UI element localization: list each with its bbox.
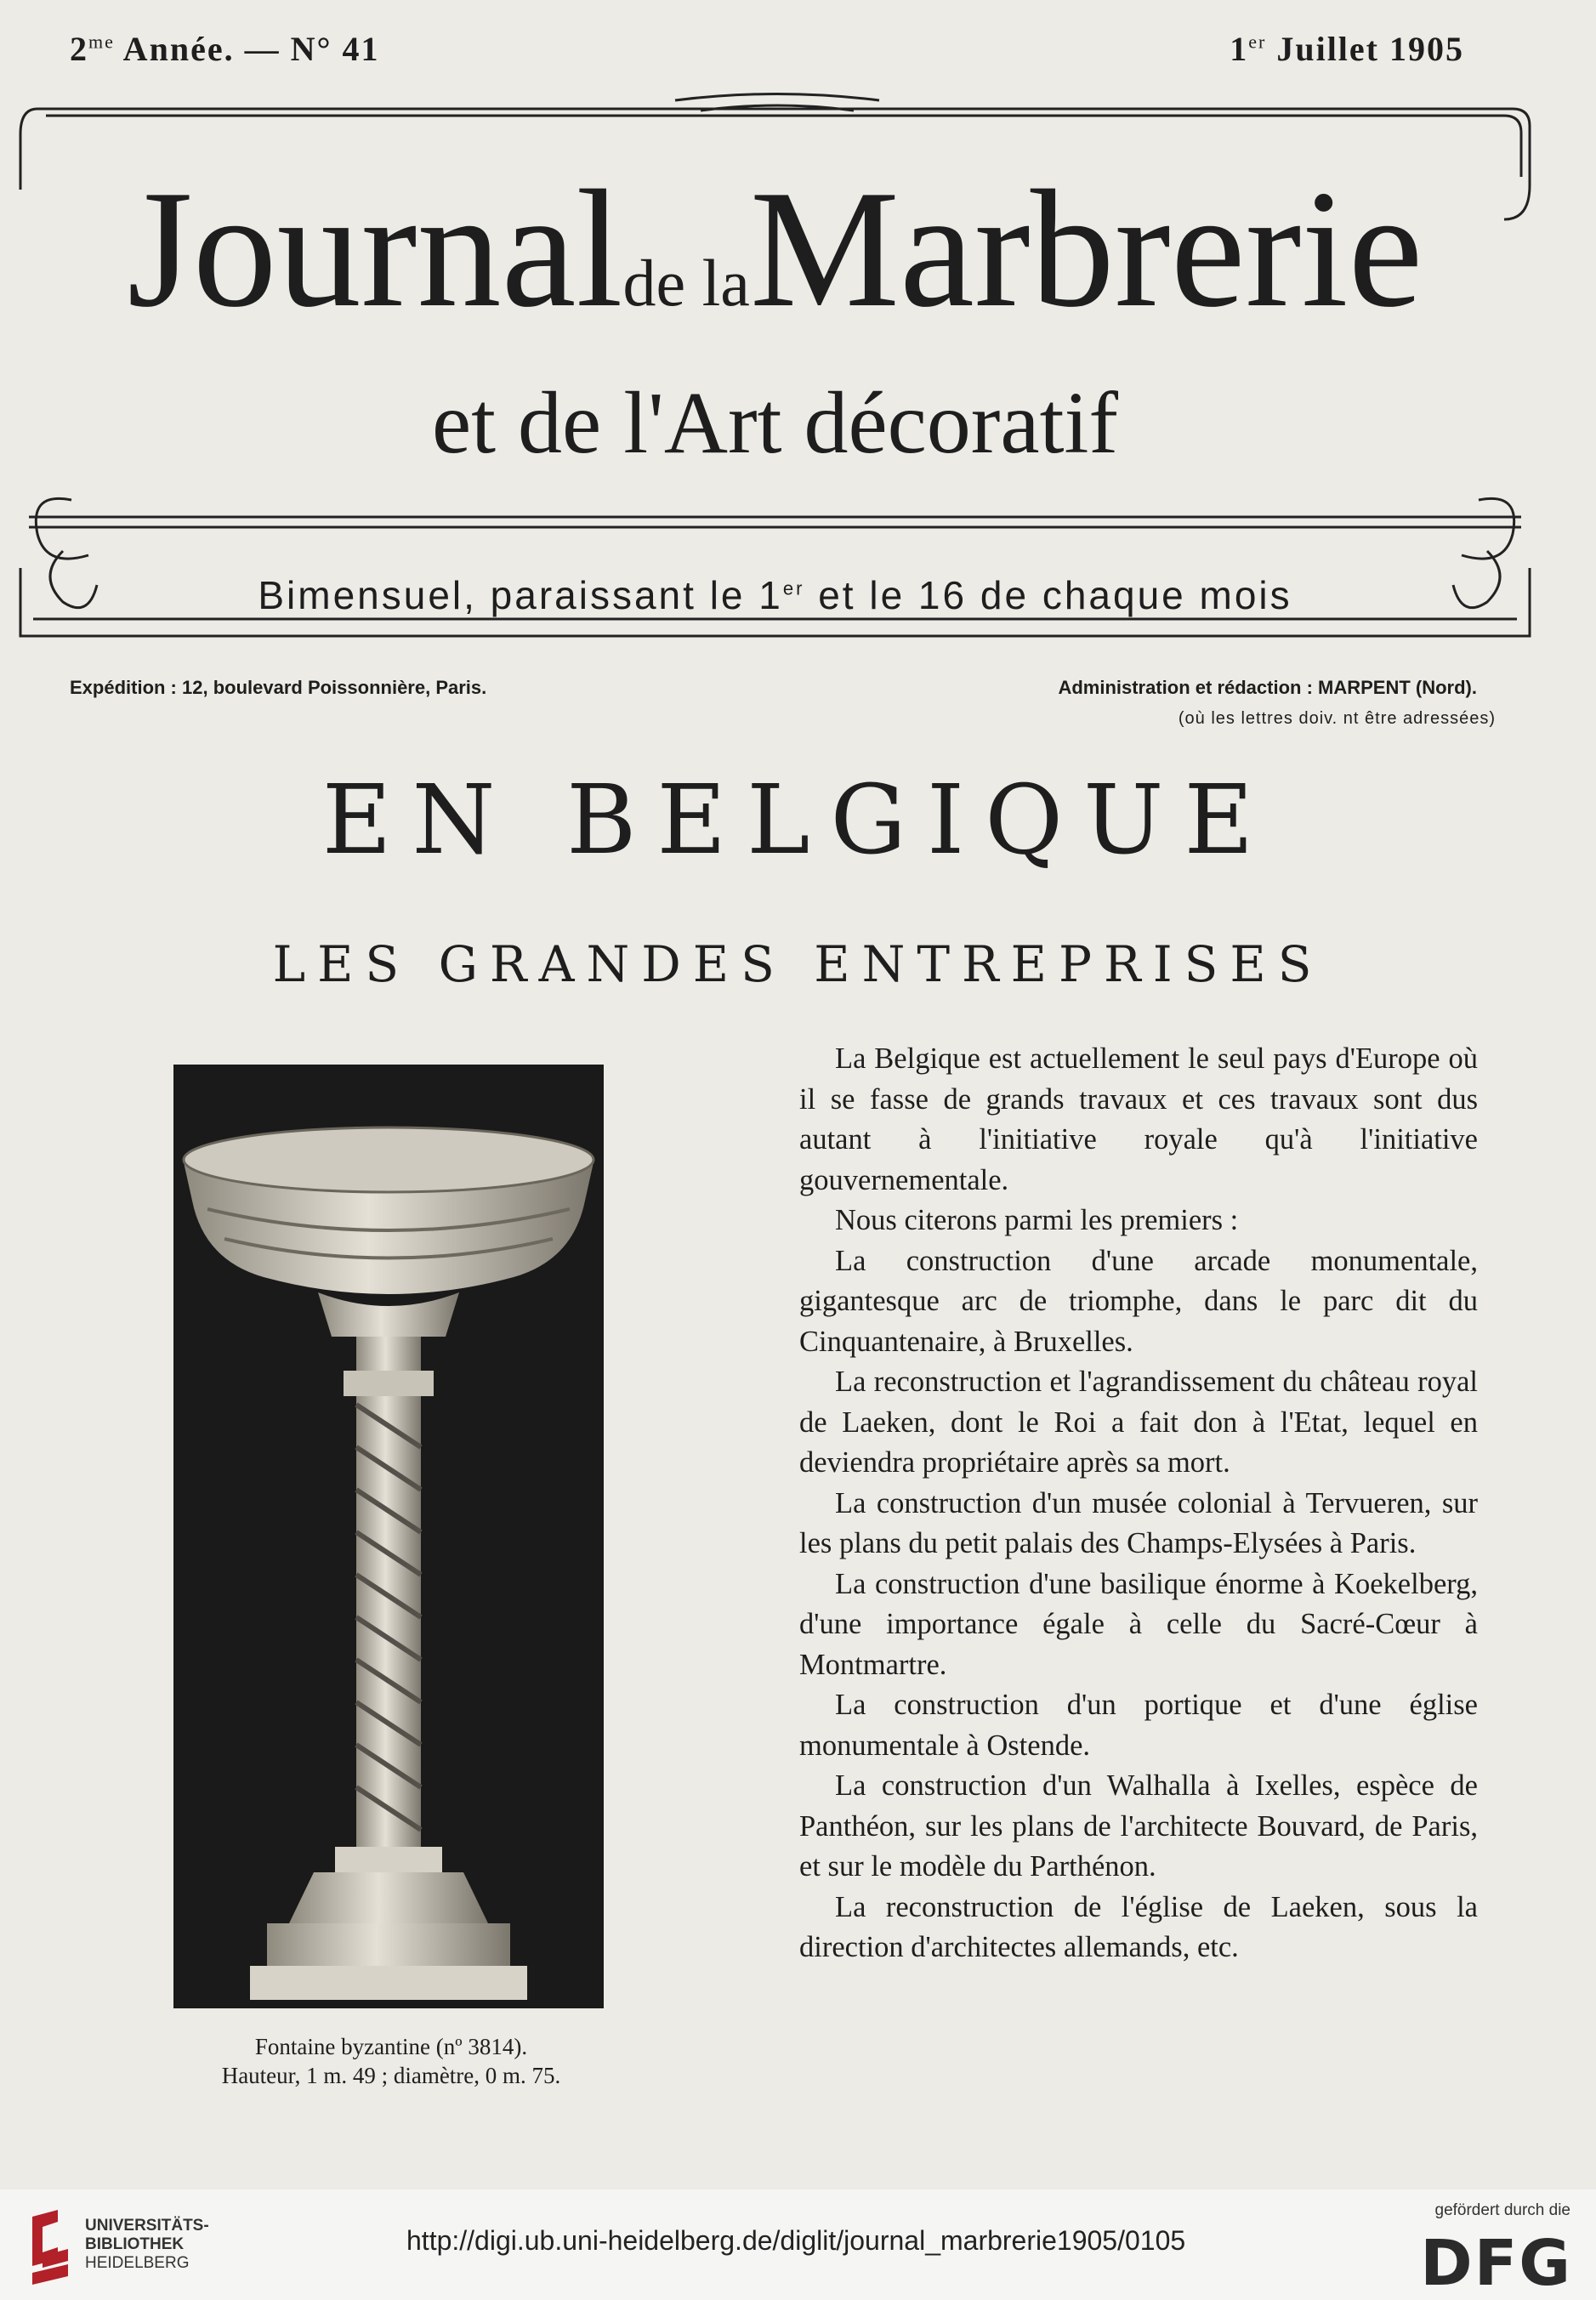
masthead bbox=[12, 92, 1538, 653]
article-body bbox=[799, 1039, 1478, 1968]
ub-heidelberg-logo bbox=[24, 2205, 77, 2286]
article-paragraph: La construction d'un musée colonial à Tervueren, sur les plans du petit palais des Champs-Elysées à Paris. bbox=[799, 1486, 1478, 1559]
source-url[interactable]: http://digi.ub.uni-heidelberg.de/diglit/journal_marbrerie1905/0105 bbox=[406, 2225, 1186, 2256]
masthead-title: Journalde laMarbrerie bbox=[127, 156, 1423, 342]
dispatch-address: Expédition : 12, boulevard Poissonnière, Paris. bbox=[70, 677, 487, 698]
funder-label: gefördert durch die bbox=[1434, 2201, 1570, 2219]
issue-number: $2^{me}$ Année. — N° 41 bbox=[70, 30, 380, 68]
photo-caption-dimensions: Hauteur, 1 m. 49 ; diamètre, 0 m. 75. bbox=[221, 2063, 561, 2088]
digitization-footer bbox=[0, 2189, 1596, 2300]
fountain-illustration bbox=[173, 1065, 604, 2008]
article-paragraph: La construction d'une arcade monumentale, gigantesque arc de triomphe, dans le parc dit du Cinquantenaire, à Bruxelles. bbox=[799, 1244, 1478, 1358]
article-paragraph: La construction d'une basilique énorme à Koekelberg, d'une importance égale à celle du Sacré-Cœur à Montmartre. bbox=[799, 1567, 1478, 1681]
masthead-tagline: Bimensuel, paraissant le 1er et le 16 de chaque mois bbox=[258, 573, 1292, 617]
article-subheadline: LES GRANDES ENTREPRISES bbox=[272, 935, 1324, 993]
dfg-logo: DFG bbox=[1420, 2227, 1572, 2300]
fountain-photo bbox=[173, 1065, 604, 2008]
article-paragraph: La construction d'un Walhalla à Ixelles, espèce de Panthéon, sur les plans de l'architecte Bouvard, de Paris, et sur le modèle du Parthénon. bbox=[799, 1769, 1478, 1883]
issue-date: 1er Juillet 1905 bbox=[1230, 30, 1464, 68]
address-note: (où les lettres doiv. nt être adressées) bbox=[1178, 709, 1496, 728]
photo-caption-title: Fontaine byzantine (nº 3814). bbox=[254, 2034, 528, 2059]
article-paragraph: La construction d'un portique et d'une église monumentale à Ostende. bbox=[799, 1689, 1478, 1762]
library-name: UNIVERSITÄTS- BIBLIOTHEK HEIDELBERG bbox=[85, 2217, 209, 2272]
article-paragraph: La reconstruction et l'agrandissement du château royal de Laeken, dont le Roi a fait don à l'Etat, lequel en deviendra propriétaire après sa mort. bbox=[799, 1366, 1478, 1479]
article-paragraph: Nous citerons parmi les premiers : bbox=[835, 1204, 1239, 1236]
article-paragraph: La reconstruction de l'église de Laeken, sous la direction d'architectes allemands, etc. bbox=[799, 1890, 1478, 1963]
editorial-address: Administration et rédaction : MARPENT (Nord). bbox=[1058, 677, 1477, 698]
masthead-subtitle: et de l'Art décoratif bbox=[431, 374, 1118, 472]
article-headline: EN BELGIQUE bbox=[321, 765, 1275, 876]
article-paragraph: La Belgique est actuellement le seul pays d'Europe où il se fasse de grands travaux et ces travaux sont dus autant à l'initiative royale qu'à l'initiative gouvernementale. bbox=[799, 1042, 1478, 1196]
